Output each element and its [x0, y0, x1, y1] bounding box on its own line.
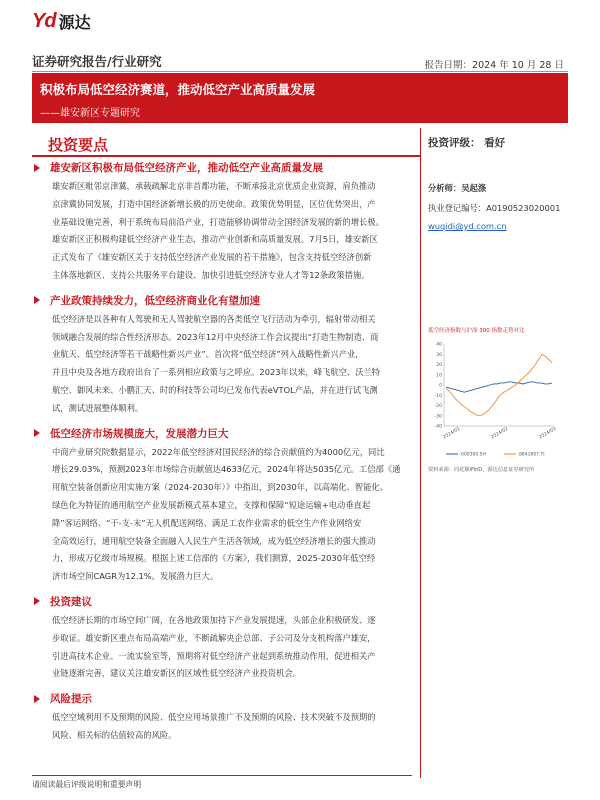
section-heading	[32, 691, 412, 706]
key-points-heading: 投资要点	[48, 136, 109, 154]
footer-disclaimer: 请阅读最后评级说明和重要声明	[32, 780, 142, 789]
header-divider	[32, 71, 568, 72]
report-title: 积极布局低空经济赛道，推动低空产业高质量发展	[40, 82, 316, 97]
section-paragraph	[32, 444, 412, 586]
paragraph-line: 低空空域利用不及预期的风险、低空应用场景推广不及预期的风险、技术突破不及预期的	[52, 712, 376, 723]
paragraph-line: 低空经济是以各种有人驾驶和无人驾驶航空器的各类低空飞行活动为牵引，辐射带动相关	[52, 313, 376, 324]
column-divider	[420, 128, 421, 778]
paragraph-line: 京津冀协同发展，打造中国经济新增长极的历史使命。政策优势明显，区位优势突出，产	[52, 198, 376, 209]
section-heading	[32, 594, 412, 609]
paragraph-line: 低空经济长期的市场空间广阔，在各地政策加持下产业发展提速，头部企业积极研发、逐	[52, 614, 376, 625]
logo-mark: Yd	[32, 9, 56, 32]
paragraph-line: 引进高技术企业、一流实验室等，预期将对低空经济产业起到系统推动作用，促进相关产	[52, 650, 376, 661]
section-heading-text: 雄安新区积极布局低空经济产业，推动低空产业高质量发展	[50, 162, 323, 174]
analyst-cert: 执业登记编号：A0190523020001	[428, 203, 561, 213]
section-heading-text: 低空经济市场规模庞大，发展潜力巨大	[50, 427, 229, 440]
report-subtitle: ——雄安新区专题研究	[40, 108, 140, 119]
section-paragraph	[32, 612, 412, 683]
key-points-underline	[32, 155, 420, 157]
paragraph-line: 中商产业研究院数据显示，2022年低空经济对国民经济的综合贡献值约为4000亿元，同比	[52, 446, 385, 457]
bullet-arrow-icon	[34, 695, 40, 703]
y-tick-label: -30	[434, 414, 442, 420]
y-tick-label: -40	[434, 424, 442, 430]
legend-label: 8841607.TI	[519, 452, 545, 458]
x-tick-label: 2024/01	[442, 426, 462, 441]
paragraph-line: 济市场空间CAGR为12.1%。发展潜力巨大。	[52, 571, 219, 582]
section-heading-text: 风险提示	[50, 693, 92, 706]
x-tick-label: 2024/02	[490, 426, 510, 441]
paragraph-line: 业航天、低空经济等若干战略性新兴产业”。首次将“低空经济”列入战略性新兴产业，	[52, 349, 364, 360]
bullet-arrow-icon	[34, 429, 40, 437]
key-points-body	[32, 160, 412, 748]
report-date: 报告日期：2024 年 10 月 28 日	[424, 60, 564, 71]
x-tick-label: 2024/03	[538, 426, 558, 441]
y-tick-label: -20	[434, 404, 442, 409]
paragraph-line: 业基础设施完善，利于系统布局前沿产业，打造能够协调带动全国经济发展的新的增长极。	[52, 216, 384, 227]
paragraph-line: 步取证。雄安新区重点布局高端产业，不断疏解央企总部、子公司及分支机构落户雄安，	[52, 632, 376, 643]
chart-title: 低空经济指数与沪深 300 指数走势对比	[428, 328, 525, 334]
y-tick-label: 0	[439, 383, 442, 389]
bullet-arrow-icon	[34, 296, 40, 304]
paragraph-line: 并且中央及各地方政府出台了一系列相应政策与之呼应。2023年以来，峰飞航空、沃兰特	[52, 367, 381, 378]
section-paragraph	[32, 709, 412, 745]
series-line-1	[446, 354, 552, 416]
company-logo	[32, 9, 91, 33]
y-tick-label: 30	[436, 352, 442, 358]
y-tick-label: 40	[436, 342, 442, 348]
legend-label: 000300.SH	[461, 452, 486, 458]
y-tick-label: -10	[434, 393, 442, 399]
paragraph-line: 正式发布了《雄安新区关于支持低空经济产业发展的若干措施》，包含支持低空经济创新	[52, 252, 372, 263]
logo-text: 源达	[58, 12, 91, 32]
paragraph-line: 用航空装备创新应用实施方案（2024-2030年）》中指出，到2030年，以高端化、智能化、	[52, 482, 388, 493]
title-banner	[32, 73, 568, 123]
series-line-0	[446, 382, 552, 392]
chart-source: 资料来源：同花顺iFinD，源达信息证券研究所	[428, 467, 535, 473]
paragraph-line: 风险、相关标的估值较高的风险。	[52, 729, 177, 740]
paragraph-line: 业链逐渐完善，建议关注雄安新区的区域性低空经济产业投资机会。	[52, 668, 301, 679]
section-heading	[32, 160, 412, 175]
analyst-name: 分析师：吴起涤	[428, 183, 487, 193]
paragraph-line: 降”客运网络、“干-支-末”无人机配送网络、满足工农作业需求的低空生产作业网络安	[52, 517, 362, 528]
paragraph-line: 领域融合发展的综合性经济形态。2023年12月中央经济工作会议提出“打造生物制造、商	[52, 331, 379, 342]
paragraph-line: 绿色化为特征的通用航空产业发展新模式基本建立，支撑和保障“短途运输+电动垂直起	[52, 499, 371, 510]
paragraph-line: 全高效运行，通用航空装备全面融入人民生产生活各领域，成为低空经济增长的强大推动	[52, 535, 376, 546]
section-heading	[32, 426, 412, 441]
section-paragraph	[32, 311, 412, 418]
bullet-arrow-icon	[34, 164, 40, 172]
report-type: 证券研究报告/行业研究	[32, 54, 162, 69]
paragraph-line: 主体落地新区、支持公共服务平台建设、加快引进低空经济专业人才等12条政策措施。	[52, 269, 370, 280]
section-heading-text: 投资建议	[50, 595, 92, 608]
paragraph-line: 雄安新区毗邻京津冀，承载疏解北京非首都功能，不断承接北京优质企业资源，肩负推动	[52, 181, 376, 191]
bullet-arrow-icon	[34, 597, 40, 605]
section-heading-text: 产业政策持续发力，低空经济商业化有望加速	[50, 294, 260, 307]
y-tick-label: 10	[436, 373, 442, 379]
paragraph-line: 雄安新区正积极构建低空经济产业生态，推动产业创新和高质量发展。7月5日，雄安新区	[52, 234, 378, 245]
index-comparison-chart	[426, 334, 562, 462]
section-heading	[32, 293, 412, 308]
footer-divider	[32, 775, 412, 776]
paragraph-line: 力，形成万亿级市场规模。根据上述工信部的《方案》，我们测算，2025-2030年低空经	[52, 553, 376, 564]
paragraph-line: 增长29.03%，预测2023年市场综合贡献值达4633亿元，2024年将达5035亿元。工信部《通	[52, 464, 401, 475]
paragraph-line: 航空、御风未来、小鹏汇天、时的科技等公司均已发布代表eVTOL产品，并在进行试飞测	[52, 384, 378, 395]
investment-rating: 投资评级： 看好	[428, 137, 506, 149]
analyst-email[interactable]: wuqidi@yd.com.cn	[428, 221, 507, 231]
y-tick-label: 20	[436, 363, 442, 368]
section-paragraph	[32, 178, 412, 285]
paragraph-line: 试，测试进展整体顺利。	[52, 402, 144, 413]
